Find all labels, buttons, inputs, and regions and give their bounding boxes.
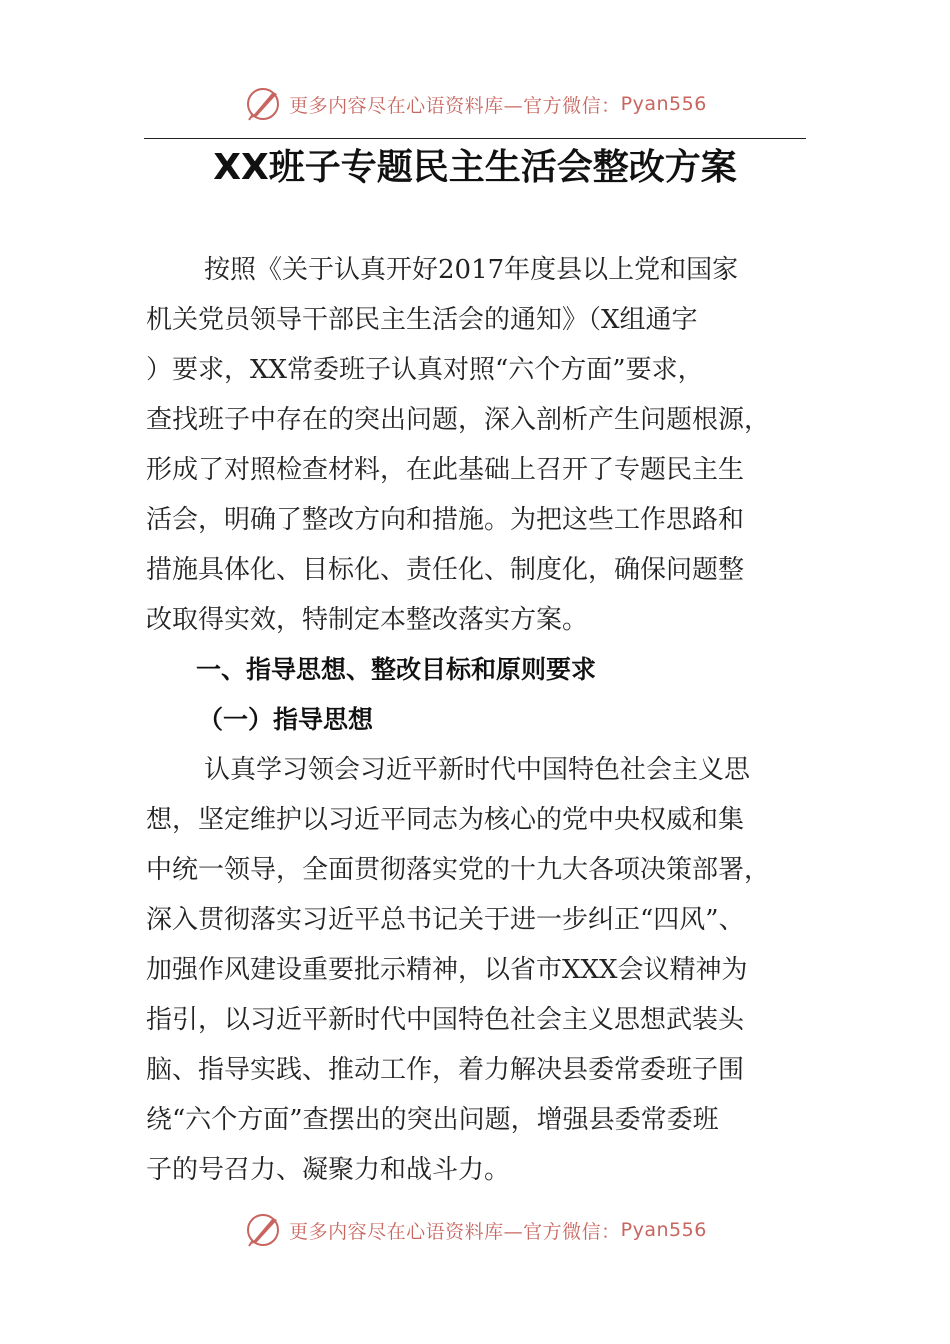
footer-watermark [0,1208,950,1252]
paragraph-line: 子的号召力、凝聚力和战斗力。 [146,1155,511,1185]
paragraph-line: ）要求，XX常委班子认真对照“六个方面”要求， [146,355,704,385]
paragraph-line: 措施具体化、目标化、责任化、制度化，确保问题整 [146,555,745,585]
watermark-text: 更多内容尽在心语资料库—官方微信： [289,94,621,117]
paragraph-line: 形成了对照检查材料，在此基础上召开了专题民主生 [146,455,745,485]
paragraph-line: 深入贯彻落实习近平总书记关于进一步纠正“四风”、 [146,905,745,935]
paragraph-line: 认真学习领会习近平新时代中国特色社会主义思 [204,755,751,785]
quill-logo-icon [243,1210,283,1250]
header-rule [144,138,806,139]
watermark-wechat-id: Pyan556 [620,1219,707,1241]
section-heading: 一、指导思想、整改目标和原则要求 [196,655,597,684]
paragraph-line: 机关党员领导干部民主生活会的通知》（X组通字 [146,305,698,335]
paragraph-line: 指引，以习近平新时代中国特色社会主义思想武装头 [146,1005,745,1035]
subsection-heading: （一）指导思想 [198,705,374,734]
paragraph-line: 加强作风建设重要批示精神，以省市XXX会议精神为 [146,955,748,985]
paragraph-line: 查找班子中存在的突出问题，深入剖析产生问题根源， [146,405,771,435]
quill-logo-icon [243,84,283,124]
watermark-wechat-id: Pyan556 [620,93,707,115]
paragraph-line: 脑、指导实践、推动工作，着力解决县委常委班子围 [146,1055,745,1085]
paragraph-line: 中统一领导，全面贯彻落实党的十九大各项决策部署， [146,855,771,885]
paragraph-line: 想，坚定维护以习近平同志为核心的党中央权威和集 [146,805,745,835]
document-title: XX班子专题民主生活会整改方案 [213,147,737,188]
paragraph-line: 改取得实效，特制定本整改落实方案。 [146,605,589,635]
watermark-text: 更多内容尽在心语资料库—官方微信： [289,1220,621,1243]
header-watermark [0,82,950,126]
paragraph-line: 绕“六个方面”查摆出的突出问题，增强县委常委班 [146,1105,719,1135]
paragraph-line: 活会，明确了整改方向和措施。为把这些工作思路和 [146,505,745,535]
paragraph-line: 按照《关于认真开好2017年度县以上党和国家 [204,255,739,285]
